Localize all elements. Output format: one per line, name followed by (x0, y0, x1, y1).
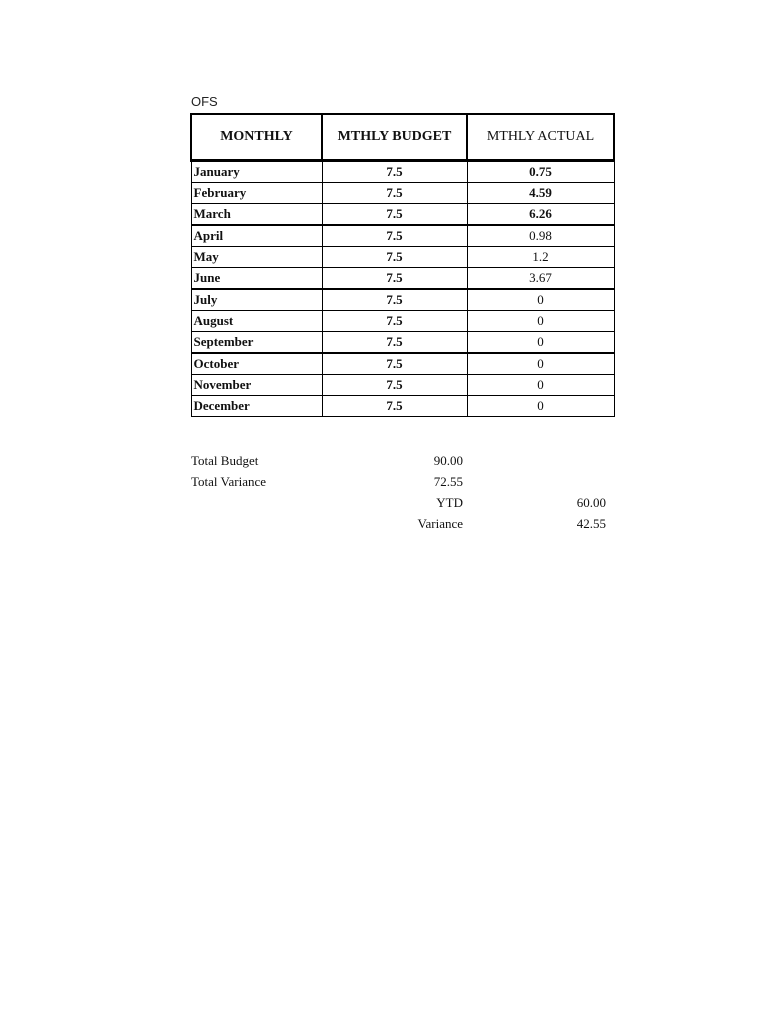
actual-cell[interactable]: 0 (467, 289, 614, 311)
actual-cell[interactable]: 0.75 (467, 161, 614, 183)
actual-cell[interactable]: 4.59 (467, 183, 614, 204)
actual-cell[interactable]: 0 (467, 311, 614, 332)
budget-cell[interactable]: 7.5 (322, 247, 467, 268)
table-row (191, 247, 614, 268)
ytd-row (191, 494, 611, 515)
table-row (191, 225, 614, 247)
table-row (191, 353, 614, 375)
budget-cell[interactable]: 7.5 (322, 396, 467, 417)
actual-cell[interactable]: 6.26 (467, 204, 614, 226)
budget-cell[interactable]: 7.5 (322, 183, 467, 204)
table-row (191, 183, 614, 204)
table-row (191, 396, 614, 417)
total-variance-label: Total Variance (191, 474, 267, 489)
ytd-value[interactable]: 60.00 (576, 495, 606, 510)
budget-cell[interactable]: 7.5 (322, 375, 467, 396)
month-cell[interactable]: March (191, 204, 322, 226)
actual-cell[interactable]: 1.2 (467, 247, 614, 268)
budget-cell[interactable]: 7.5 (322, 161, 467, 183)
actual-cell[interactable]: 0 (467, 375, 614, 396)
month-cell[interactable]: May (191, 247, 322, 268)
month-cell[interactable]: February (191, 183, 322, 204)
total-budget-value[interactable]: 90.00 (433, 453, 463, 468)
month-cell[interactable]: October (191, 353, 322, 375)
summary-block (191, 452, 611, 536)
total-variance-value[interactable]: 72.55 (433, 474, 463, 489)
month-cell[interactable]: July (191, 289, 322, 311)
header-mthly-actual: MTHLY ACTUAL (467, 114, 614, 161)
variance-label: Variance (417, 516, 463, 531)
total-budget-row (191, 452, 611, 473)
month-cell[interactable]: January (191, 161, 322, 183)
budget-cell[interactable]: 7.5 (322, 353, 467, 375)
month-cell[interactable]: June (191, 268, 322, 290)
budget-table (190, 113, 615, 417)
actual-cell[interactable]: 0 (467, 396, 614, 417)
actual-cell[interactable]: 0 (467, 353, 614, 375)
budget-cell[interactable]: 7.5 (322, 289, 467, 311)
sheet-label: OFS (191, 94, 218, 109)
actual-cell[interactable]: 3.67 (467, 268, 614, 290)
total-budget-label: Total Budget (191, 453, 259, 468)
month-cell[interactable]: April (191, 225, 322, 247)
total-variance-row (191, 473, 611, 494)
table-row (191, 204, 614, 226)
month-cell[interactable]: November (191, 375, 322, 396)
actual-cell[interactable]: 0 (467, 332, 614, 354)
month-cell[interactable]: September (191, 332, 322, 354)
budget-cell[interactable]: 7.5 (322, 204, 467, 226)
table-row (191, 375, 614, 396)
month-cell[interactable]: August (191, 311, 322, 332)
table-header-row (191, 114, 614, 161)
budget-cell[interactable]: 7.5 (322, 268, 467, 290)
header-mthly-budget: MTHLY BUDGET (322, 114, 467, 161)
table-row (191, 332, 614, 354)
table-row (191, 311, 614, 332)
table-row (191, 289, 614, 311)
month-cell[interactable]: December (191, 396, 322, 417)
header-monthly: MONTHLY (191, 114, 322, 161)
variance-row (191, 515, 611, 536)
table-row (191, 268, 614, 290)
budget-cell[interactable]: 7.5 (322, 311, 467, 332)
ytd-label: YTD (436, 495, 463, 510)
table-row (191, 161, 614, 183)
actual-cell[interactable]: 0.98 (467, 225, 614, 247)
variance-value[interactable]: 42.55 (576, 516, 606, 531)
budget-cell[interactable]: 7.5 (322, 332, 467, 354)
budget-cell[interactable]: 7.5 (322, 225, 467, 247)
